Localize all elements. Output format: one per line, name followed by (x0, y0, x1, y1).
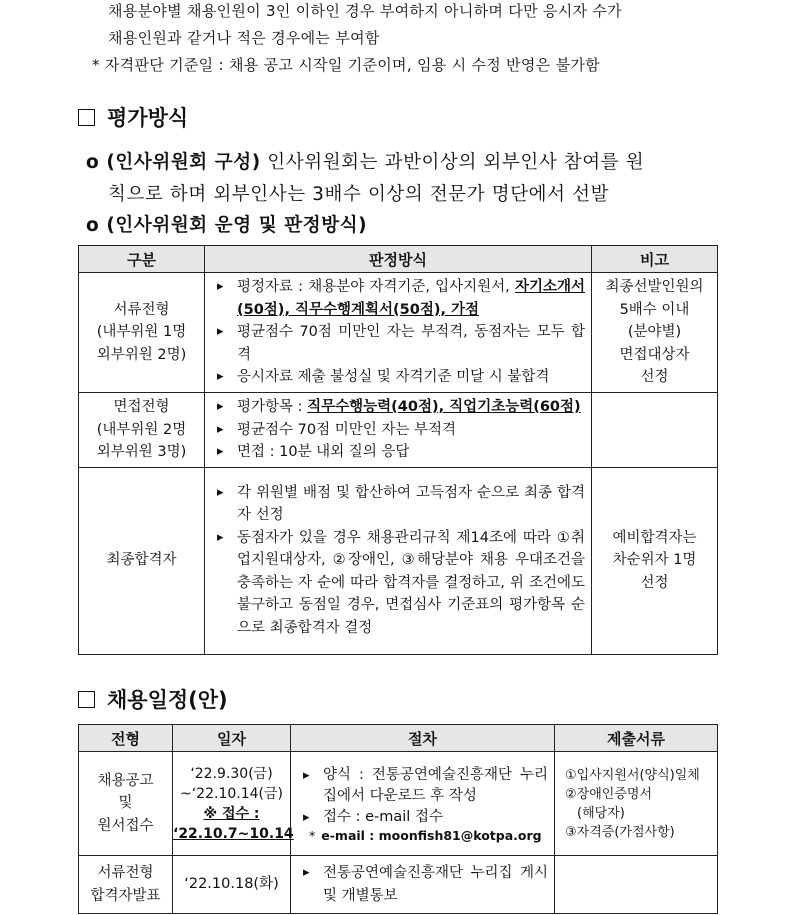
eval-table (78, 245, 718, 655)
label-line: 외부위원 2명) (96, 346, 187, 363)
note-line: (분야별) (627, 324, 682, 341)
email-mark: * (309, 827, 316, 843)
note-line-1: 채용분야별 채용인원이 3인 이하인 경우 부여하지 아니하며 다만 응시자 수가 (108, 2, 622, 20)
list-item: ②장애인증명서 (565, 786, 653, 802)
schedule-table-header-row (79, 725, 718, 752)
item-underlined-text: 직무수행능력(40점), 직업기초능력(60점) (307, 399, 581, 415)
note-line: 선정 (640, 574, 669, 591)
schedule-header-docs: 제출서류 (555, 725, 718, 752)
row-method-document (205, 273, 592, 393)
schedule-header-date: 일자 (173, 725, 291, 752)
eval-paragraph-2-bold: o (인사위원회 운영 및 판정방식) (86, 215, 368, 236)
table-row (79, 393, 718, 468)
schedule-procedure-document (291, 856, 555, 914)
stage-line: 채용공고 (97, 772, 154, 789)
row-note-document (592, 273, 718, 393)
label-line: (내부위원 1명 (96, 324, 187, 341)
label-line: 최종합격자 (106, 552, 177, 569)
date-receipt-label: ※ 접수 : (203, 805, 260, 822)
date-receipt-range: ‘22.10.7~10.14 (173, 825, 294, 842)
item-text: 평정자료 : 채용분야 자격기준, 입사지원서, (237, 279, 515, 296)
list-item: ▸ 평균점수 70점 미만인 자는 부적격, 동점자는 모두 합격 (217, 321, 585, 366)
eval-paragraph-1-line2: 칙으로 하며 외부인사는 3배수 이상의 전문가 명단에서 선발 (108, 184, 610, 205)
note-line: 최종선발인원의 (605, 279, 704, 296)
schedule-header-stage: 전형 (79, 725, 173, 752)
list-item: ▸ 전통공연예술진흥재단 누리집 게시 및 개별통보 (303, 862, 548, 907)
schedule-docs-document (555, 856, 718, 914)
date-line: ‘22.9.30(금) (190, 765, 273, 782)
note-line-3: * 자격판단 기준일 : 채용 공고 시작일 기준이며, 임용 시 수정 반영은 불가함 (92, 56, 600, 74)
table-row (79, 467, 718, 654)
row-note-interview (592, 393, 718, 468)
eval-paragraph-2 (86, 211, 367, 237)
eval-header-method: 판정방식 (205, 246, 592, 273)
stage-line: 및 (118, 795, 133, 812)
note-line-2: 채용인원과 같거나 적은 경우에는 부여함 (108, 29, 380, 47)
email-line (291, 828, 554, 843)
label-line: (내부위원 2명 (96, 421, 187, 438)
schedule-table (78, 724, 718, 914)
schedule-procedure-announce (291, 752, 555, 856)
item-text: 평가항목 : (237, 399, 308, 415)
eval-paragraph-1 (86, 148, 644, 174)
note-line: 예비합격자는 (612, 529, 697, 546)
date-line: ~‘22.10.14(금) (180, 785, 283, 802)
list-item: ③자격증(가점사항) (565, 824, 675, 840)
list-item (217, 396, 585, 419)
stage-line: 합격자발표 (90, 887, 161, 904)
note-line: 면접대상자 (619, 346, 690, 363)
section-schedule-title: 채용일정(안) (107, 688, 228, 712)
list-item: ▸ 각 위원별 배점 및 합산하여 고득점자 순으로 최종 합격자 선정 (217, 482, 585, 527)
list-item: ▸ 평균점수 70점 미만인 자는 부적격 (217, 419, 585, 442)
table-row (79, 273, 718, 393)
list-item: ▸ 동점자가 있을 경우 채용관리규칙 제14조에 따라 ①취업지원대상자, ②장애인, ③해당분야 채용 우대조건을 충족하는 자 순에 따라 합격자를 결정하고, 위 조건에도 불구하고 동점일 경우, 면접심사 기준표의 평가항목 순으로 최종합격자 결정 (217, 527, 585, 640)
schedule-stage-document (79, 856, 173, 914)
date-line: ‘22.10.18(화) (184, 876, 279, 893)
note-line: 차순위자 1명 (612, 552, 697, 569)
row-label-document (79, 273, 205, 393)
schedule-header-procedure: 절차 (291, 725, 555, 752)
schedule-date-document (173, 856, 291, 914)
list-item: ▸ 면접 : 10분 내외 질의 응답 (217, 441, 585, 464)
list-item: ▸ 응시자료 제출 불성실 및 자격기준 미달 시 불합격 (217, 366, 585, 389)
row-note-final (592, 467, 718, 654)
label-line: 면접전형 (113, 399, 170, 415)
eval-paragraph-1-bold: o (인사위원회 구성) (86, 152, 261, 173)
label-line: 외부위원 3명) (96, 444, 187, 460)
checkbox-square-icon (78, 691, 95, 708)
section-eval-title: 평가방식 (107, 106, 189, 130)
item-underlined-text: 자기소개서(50점), 직무수행계획서(50점), 가점 (237, 279, 585, 318)
schedule-date-announce (173, 752, 294, 856)
list-item: ▸ 접수 : e-mail 접수 (303, 807, 548, 828)
list-item: ①입사지원서(양식)일체 (565, 767, 700, 783)
row-label-interview (79, 393, 205, 468)
schedule-stage-announce (79, 752, 173, 856)
note-line: 선정 (640, 369, 669, 386)
eval-table-header-row (79, 246, 718, 273)
stage-line: 서류전형 (97, 865, 154, 881)
email-text: e-mail : moonfish81@kotpa.org (321, 827, 542, 843)
list-item: (해당자) (577, 805, 625, 821)
row-method-final (205, 467, 592, 654)
schedule-docs-announce (555, 752, 718, 856)
table-row (79, 752, 718, 856)
eval-header-note: 비고 (592, 246, 718, 273)
table-row (79, 856, 718, 914)
row-method-interview (205, 393, 592, 468)
label-line: 서류전형 (113, 301, 170, 318)
note-line: 5배수 이내 (619, 301, 690, 318)
list-item (217, 276, 585, 321)
list-item: ▸ 양식 : 전통공연예술진흥재단 누리집에서 다운로드 후 작성 (303, 765, 548, 807)
section-schedule-heading (78, 684, 228, 714)
eval-paragraph-1-text: 인사위원회는 과반이상의 외부인사 참여를 원 (260, 152, 645, 173)
row-label-final (79, 467, 205, 654)
section-eval-heading (78, 102, 188, 132)
eval-header-category: 구분 (79, 246, 205, 273)
stage-line: 원서접수 (97, 817, 154, 834)
checkbox-square-icon (78, 109, 95, 126)
